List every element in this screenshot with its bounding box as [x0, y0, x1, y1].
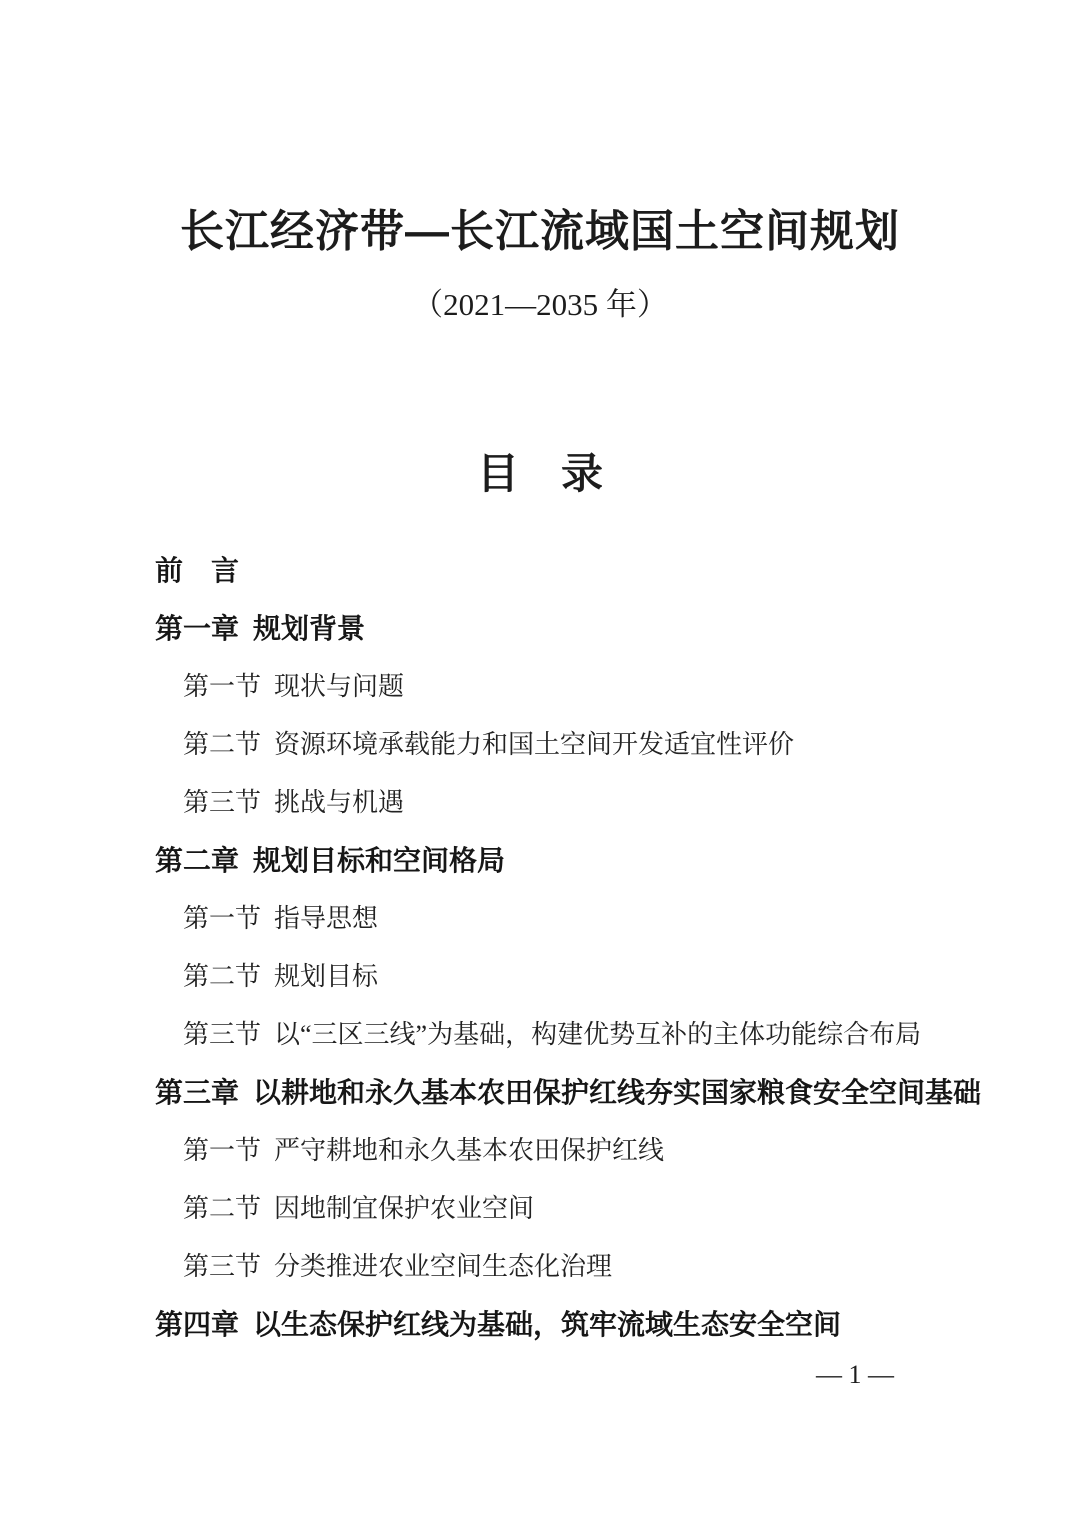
toc-chapter-entry: 前 言	[155, 555, 240, 586]
document-subtitle: （2021—2035 年）	[412, 287, 668, 322]
toc-section-entry: 第三节 以“三区三线”为基础，构建优势互补的主体功能综合布局	[183, 1020, 922, 1049]
toc-chapter-entry: 第二章 规划目标和空间格局	[155, 845, 506, 876]
toc-chapter-entry: 第三章 以耕地和永久基本农田保护红线夯实国家粮食安全空间基础	[155, 1077, 982, 1108]
document-title: 长江经济带—长江流域国土空间规划	[180, 207, 900, 256]
toc-section-entry: 第二节 规划目标	[183, 962, 379, 991]
toc-section-entry: 第二节 资源环境承载能力和国土空间开发适宜性评价	[183, 730, 795, 759]
toc-section-entry: 第一节 现状与问题	[183, 672, 405, 701]
toc-list	[155, 556, 1015, 1368]
toc-chapter-entry: 第四章 以生态保护红线为基础，筑牢流域生态安全空间	[155, 1309, 842, 1340]
toc-section-entry: 第二节 因地制宜保护农业空间	[183, 1194, 535, 1223]
toc-chapter-entry: 第一章 规划背景	[155, 613, 366, 644]
toc-section-entry: 第一节 指导思想	[183, 904, 379, 933]
page-number: — 1 —	[816, 1360, 894, 1389]
toc-section-entry: 第一节 严守耕地和永久基本农田保护红线	[183, 1136, 665, 1165]
toc-section-entry: 第三节 分类推进农业空间生态化治理	[183, 1252, 613, 1281]
toc-heading: 目 录	[476, 450, 603, 497]
toc-section-entry: 第三节 挑战与机遇	[183, 788, 405, 817]
